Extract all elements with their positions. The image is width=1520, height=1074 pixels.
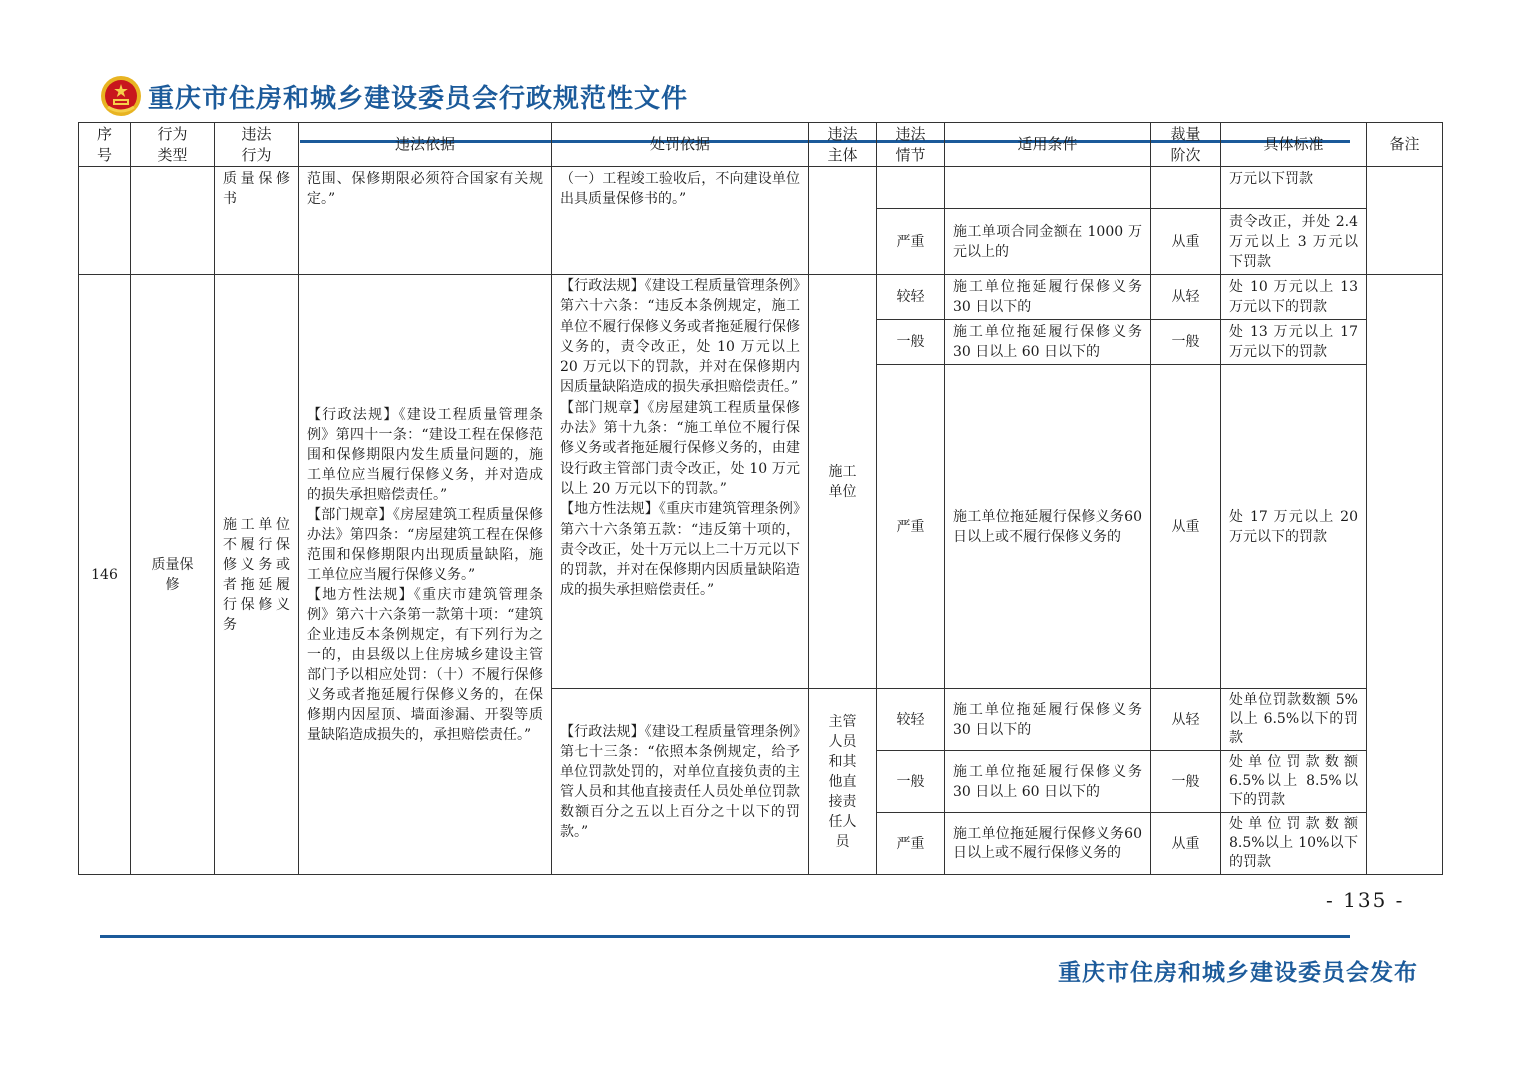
row146-b1-condition: 施工单位拖延履行保修义务 30 日以下的 [945, 689, 1151, 751]
cont-discretion-cell [1151, 167, 1221, 209]
national-emblem-icon [100, 75, 142, 117]
row146-a1-circumstance: 较轻 [877, 275, 945, 320]
row146-remarks [1367, 275, 1443, 875]
header-row [79, 123, 1443, 167]
cont-standard-2: 责令改正，并处 2.4 万元以上 3 万元以下罚款 [1221, 209, 1367, 275]
table-row [79, 275, 1443, 320]
header-remarks: 备注 [1367, 123, 1443, 167]
row146-a3-discretion: 从重 [1151, 365, 1221, 689]
cont-discretion: 从重 [1151, 209, 1221, 275]
row146-b1-circumstance: 较轻 [877, 689, 945, 751]
cont-condition-cell [945, 167, 1151, 209]
row146-behavior-type: 质量保修 [131, 275, 215, 875]
cont-circumstance: 严重 [877, 209, 945, 275]
row146-b3-discretion: 从重 [1151, 813, 1221, 875]
row146-a2-condition: 施工单位拖延履行保修义务 30 日以上 60 日以下的 [945, 320, 1151, 365]
row146-b1-standard: 处单位罚款数额 5%以上 6.5%以下的罚款 [1221, 689, 1367, 751]
header-standard: 具体标准 [1221, 123, 1367, 167]
row146-a2-discretion: 一般 [1151, 320, 1221, 365]
header-behavior-type: 行为 类型 [131, 123, 215, 167]
row146-subject-a: 施工单位 [809, 275, 877, 689]
header-subject: 违法 主体 [809, 123, 877, 167]
row146-a1-discretion: 从轻 [1151, 275, 1221, 320]
row146-serial: 146 [79, 275, 131, 875]
header-discretion: 裁量 阶次 [1151, 123, 1221, 167]
row146-subject-b: 主管人员和其他直接责任人员 [809, 689, 877, 875]
cont-remarks-cell [1367, 167, 1443, 275]
row146-a2-standard: 处 13 万元以上 17 万元以下的罚款 [1221, 320, 1367, 365]
row146-b2-circumstance: 一般 [877, 751, 945, 813]
header-serial: 序 号 [79, 123, 131, 167]
cont-standard: 万元以下罚款 [1221, 167, 1367, 209]
header-conditions: 适用条件 [945, 123, 1151, 167]
row146-a3-condition: 施工单位拖延履行保修义务60 日以上或不履行保修义务的 [945, 365, 1151, 689]
header-title: 重庆市住房和城乡建设委员会行政规范性文件 [148, 83, 689, 114]
cont-condition: 施工单项合同金额在 1000 万元以上的 [945, 209, 1151, 275]
cont-circumstance-cell [877, 167, 945, 209]
document-header [100, 76, 688, 116]
row146-a1-condition: 施工单位拖延履行保修义务 30 日以下的 [945, 275, 1151, 320]
row146-illegal-act: 施工单位不履行保修义务或者拖延履行保修义务 [215, 275, 299, 875]
row146-b2-condition: 施工单位拖延履行保修义务 30 日以上 60 日以下的 [945, 751, 1151, 813]
header-penalty-basis: 处罚依据 [552, 123, 809, 167]
header-circumstance: 违法 情节 [877, 123, 945, 167]
row146-b3-condition: 施工单位拖延履行保修义务60 日以上或不履行保修义务的 [945, 813, 1151, 875]
page-number: - 135 - [1326, 888, 1405, 912]
row146-penalty-basis-b: 【行政法规】《建设工程质量管理条例》第七十三条：“依照本条例规定，给予单位罚款处罚的，对单位直接负责的主管人员和其他直接责任人员处单位罚款数额百分之五以上百分之十以下的罚款。” [552, 689, 809, 875]
row146-a3-circumstance: 严重 [877, 365, 945, 689]
row146-b2-standard: 处单位罚款数额 6.5%以上 8.5%以下的罚款 [1221, 751, 1367, 813]
row146-b3-standard: 处单位罚款数额 8.5%以上 10%以下的罚款 [1221, 813, 1367, 875]
cont-subject-cell [809, 167, 877, 275]
row146-b1-discretion: 从轻 [1151, 689, 1221, 751]
cont-serial-cell [79, 167, 131, 275]
row146-b2-discretion: 一般 [1151, 751, 1221, 813]
cont-illegal-act: 质量保修书 [215, 167, 299, 275]
row146-penalty-basis-a: 【行政法规】《建设工程质量管理条例》第六十六条：“违反本条例规定，施工单位不履行保修义务或者拖延履行保修义务的，责令改正，处 10 万元以上 20 万元以下的罚款，并对在保修期内因质量缺陷造成的损失承担赔偿责任。” 【部门规章】《房屋建筑工程质量保修办法》第十九条：“施工单位不履行保修义务或者拖延履行保修义务的，由建设行政主管部门责令改正，处 10 万元以上 20 万元以下的罚款。” 【地方性法规】《重庆市建筑管理条例》第六十六条第五款：“违反第十项的，责令改正，处十万元以上二十万元以下的罚款，并对在保修期内因质量缺陷造成的损失承担赔偿责任。” [552, 275, 809, 689]
table-row [79, 167, 1443, 209]
footer-rule [100, 935, 1350, 938]
cont-penalty-basis: （一）工程竣工验收后，不向建设单位出具质量保修书的。” [552, 167, 809, 275]
penalty-table [78, 122, 1443, 875]
row146-a3-standard: 处 17 万元以上 20 万元以下的罚款 [1221, 365, 1367, 689]
header-legal-basis: 违法依据 [299, 123, 552, 167]
cont-type-cell [131, 167, 215, 275]
cont-legal-basis: 范围、保修期限必须符合国家有关规定。” [299, 167, 552, 275]
row146-a1-standard: 处 10 万元以上 13 万元以下的罚款 [1221, 275, 1367, 320]
row146-legal-basis: 【行政法规】《建设工程质量管理条例》第四十一条：“建设工程在保修范围和保修期限内发生质量问题的，施工单位应当履行保修义务，并对造成的损失承担赔偿责任。” 【部门规章】《房屋建筑工程质量保修办法》第四条：“房屋建筑工程在保修范围和保修期限内出现质量缺陷，施工单位应当履行保修义务。” 【地方性法规】《重庆市建筑管理条例》第六十六条第一款第十项：“建筑企业违反本条例规定，有下列行为之一的，由县级以上住房城乡建设主管部门予以相应处罚：（十）不履行保修义务或者拖延履行保修义务的，在保修期内因屋顶、墙面渗漏、开裂等质量缺陷造成损失的，承担赔偿责任。” [299, 275, 552, 875]
row146-b3-circumstance: 严重 [877, 813, 945, 875]
footer-publisher: 重庆市住房和城乡建设委员会发布 [1058, 960, 1418, 986]
row146-a2-circumstance: 一般 [877, 320, 945, 365]
header-illegal-act: 违法 行为 [215, 123, 299, 167]
